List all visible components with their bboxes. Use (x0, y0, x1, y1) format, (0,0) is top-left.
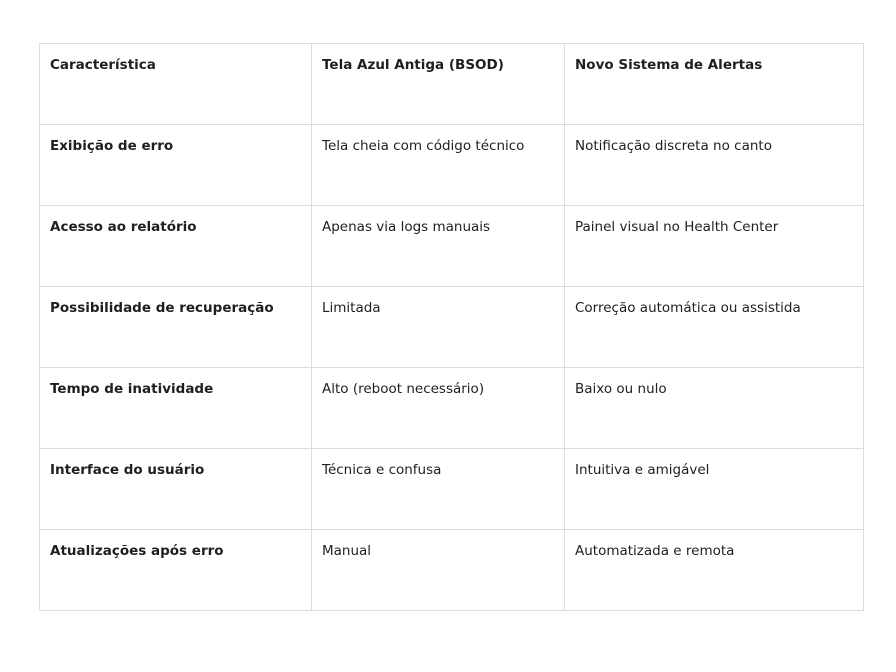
row-new-value: Automatizada e remota (565, 530, 864, 611)
row-old-value: Técnica e confusa (312, 449, 565, 530)
row-feature-label: Acesso ao relatório (40, 206, 312, 287)
row-feature-label: Atualizações após erro (40, 530, 312, 611)
row-new-value: Intuitiva e amigável (565, 449, 864, 530)
row-old-value: Alto (reboot necessário) (312, 368, 565, 449)
table-row (40, 449, 864, 530)
row-old-value: Limitada (312, 287, 565, 368)
table-row (40, 125, 864, 206)
row-old-value: Apenas via logs manuais (312, 206, 565, 287)
table-header-row (40, 44, 864, 125)
comparison-table-container (39, 43, 863, 611)
row-new-value: Baixo ou nulo (565, 368, 864, 449)
row-new-value: Painel visual no Health Center (565, 206, 864, 287)
table-row (40, 287, 864, 368)
table-row (40, 368, 864, 449)
row-new-value: Correção automática ou assistida (565, 287, 864, 368)
row-old-value: Manual (312, 530, 565, 611)
row-new-value: Notificação discreta no canto (565, 125, 864, 206)
row-feature-label: Possibilidade de recuperação (40, 287, 312, 368)
header-old-bsod: Tela Azul Antiga (BSOD) (312, 44, 565, 125)
row-old-value: Tela cheia com código técnico (312, 125, 565, 206)
header-feature: Característica (40, 44, 312, 125)
comparison-table (39, 43, 864, 611)
table-row (40, 206, 864, 287)
header-new-alert-system: Novo Sistema de Alertas (565, 44, 864, 125)
row-feature-label: Exibição de erro (40, 125, 312, 206)
row-feature-label: Tempo de inatividade (40, 368, 312, 449)
row-feature-label: Interface do usuário (40, 449, 312, 530)
table-row (40, 530, 864, 611)
